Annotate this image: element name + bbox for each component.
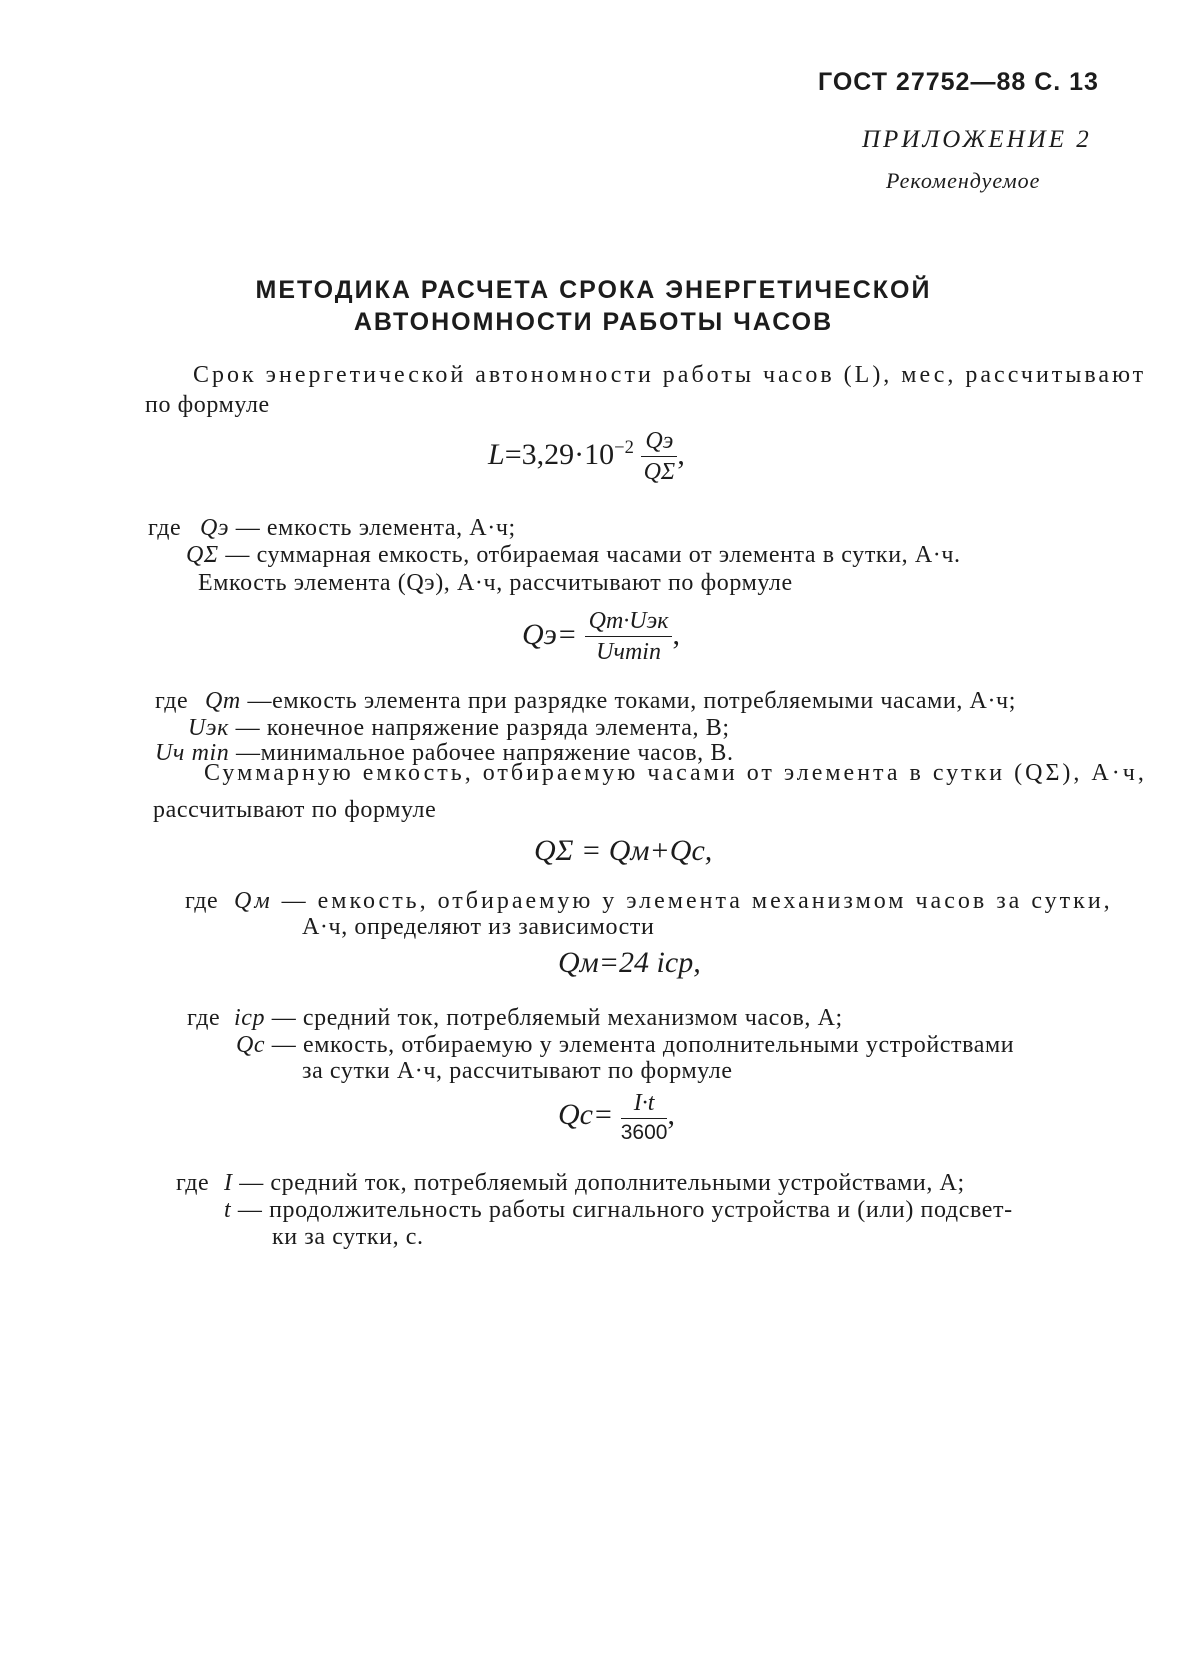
page-header: ГОСТ 27752—88 С. 13 [818,68,1099,96]
formula-Qc-tail: , [667,1098,675,1132]
formula-Qm: Qм=24 iср, [558,946,701,979]
document-title-line1: МЕТОДИКА РАСЧЕТА СРОКА ЭНЕРГЕТИЧЕСКОЙ [255,276,932,304]
intro-line2: по формуле [145,392,270,418]
para3-line2: рассчитывают по формуле [153,797,437,823]
formula-Qe [522,608,680,666]
formula-Qe-numerator: Qт·Uэк [585,608,673,637]
formula-L-tail: , [677,437,685,471]
defs1-item-1-text: — емкость элемента, А·ч; [235,515,516,541]
intro-line1: Срок энергетической автономности работы часов (L), мес, рассчитывают [193,362,1147,388]
defs2-item-3-symbol: Uч min [155,740,230,766]
para2: Емкость элемента (Qэ), А·ч, рассчитывают по формуле [198,570,793,596]
defs1-item-1 [200,515,516,542]
defs4-item-1-text: — средний ток, потребляемый механизмом часов, А; [271,1005,843,1031]
formula-Qe-denominator: Uчmin [596,639,661,666]
defs2-item-2 [188,715,730,742]
defs5-cont: ки за сутки, с. [272,1224,424,1250]
defs5-item-1-symbol: I [224,1170,233,1196]
formula-L-exp: −2 [614,436,634,458]
defs2-item-2-text: — конечное напряжение разряда элемента, В; [235,715,730,741]
formula-Qe-tail: , [672,617,680,651]
defs2-item-3-text: —минимальное рабочее напряжение часов, В. [236,740,734,766]
defs4-where: где [187,1005,221,1031]
formula-Qc-fraction [621,1090,668,1144]
defs4-item-1 [234,1005,843,1032]
defs5-item-1 [224,1170,965,1197]
para3-line1: Суммарную емкость, отбираемую часами от элемента в сутки (QΣ), А·ч, [204,760,1147,786]
defs2-where: где [155,688,189,714]
defs5-item-2 [224,1197,1013,1224]
defs3-line2: А·ч, определяют из зависимости [302,914,655,940]
defs1-where: где [148,515,182,541]
appendix-status: Рекомендуемое [886,168,1041,193]
defs4-cont: за сутки А·ч, рассчитывают по формуле [302,1058,733,1084]
formula-Qc-numerator: I·t [621,1090,668,1119]
defs4-item-2-symbol: Qс [236,1032,266,1058]
formula-L-lhs: L [488,437,505,471]
defs2-item-1 [205,688,1016,715]
defs5-item-1-text: — средний ток, потребляемый дополнительными устройствами, А; [239,1170,965,1196]
formula-Qc [558,1090,675,1144]
formula-L-coef: =3,29·10 [504,437,615,471]
formula-Qsum: QΣ = Qм+Qс, [534,834,713,867]
defs2-item-1-symbol: Qт [205,688,241,714]
defs3-symbol: Qм [234,888,273,914]
defs4-item-2-text: — емкость, отбираемую у элемента дополнительными устройствами [271,1032,1015,1058]
defs2-item-1-text: —емкость элемента при разрядке токами, потребляемыми часами, А·ч; [247,688,1016,714]
defs2-item-2-symbol: Uэк [188,715,229,741]
document-title-line2: АВТОНОМНОСТИ РАБОТЫ ЧАСОВ [353,308,834,336]
defs5-item-2-text: — продолжительность работы сигнального устройства и (или) подсвет- [237,1197,1013,1223]
defs5-where: где [176,1170,210,1196]
formula-L [488,428,685,486]
defs5-item-2-symbol: t [224,1197,232,1223]
defs1-item-1-symbol: Qэ [200,515,230,541]
formula-Qe-fraction [585,608,673,666]
formula-L-denominator: QΣ [643,459,676,486]
defs4-item-1-symbol: iср [234,1005,266,1031]
defs4-item-2 [236,1032,1014,1059]
formula-Qc-lhs: Qс= [558,1098,614,1132]
defs1-item-2-symbol: QΣ [186,542,219,568]
formula-Qc-denominator: 3600 [620,1121,668,1145]
formula-L-fraction [641,428,677,486]
formula-Qe-lhs: Qэ= [522,617,578,651]
defs1-item-2 [186,542,961,569]
defs3-line1 [234,888,1113,915]
defs3-where: где [185,888,219,914]
appendix-label: ПРИЛОЖЕНИЕ 2 [862,126,1092,153]
defs1-item-2-text: — суммарная емкость, отбираемая часами от элемента в сутки, А·ч. [225,542,961,568]
defs3-text: — емкость, отбираемую у элемента механизмом часов за сутки, [281,888,1113,914]
formula-L-numerator: Qэ [641,428,677,457]
